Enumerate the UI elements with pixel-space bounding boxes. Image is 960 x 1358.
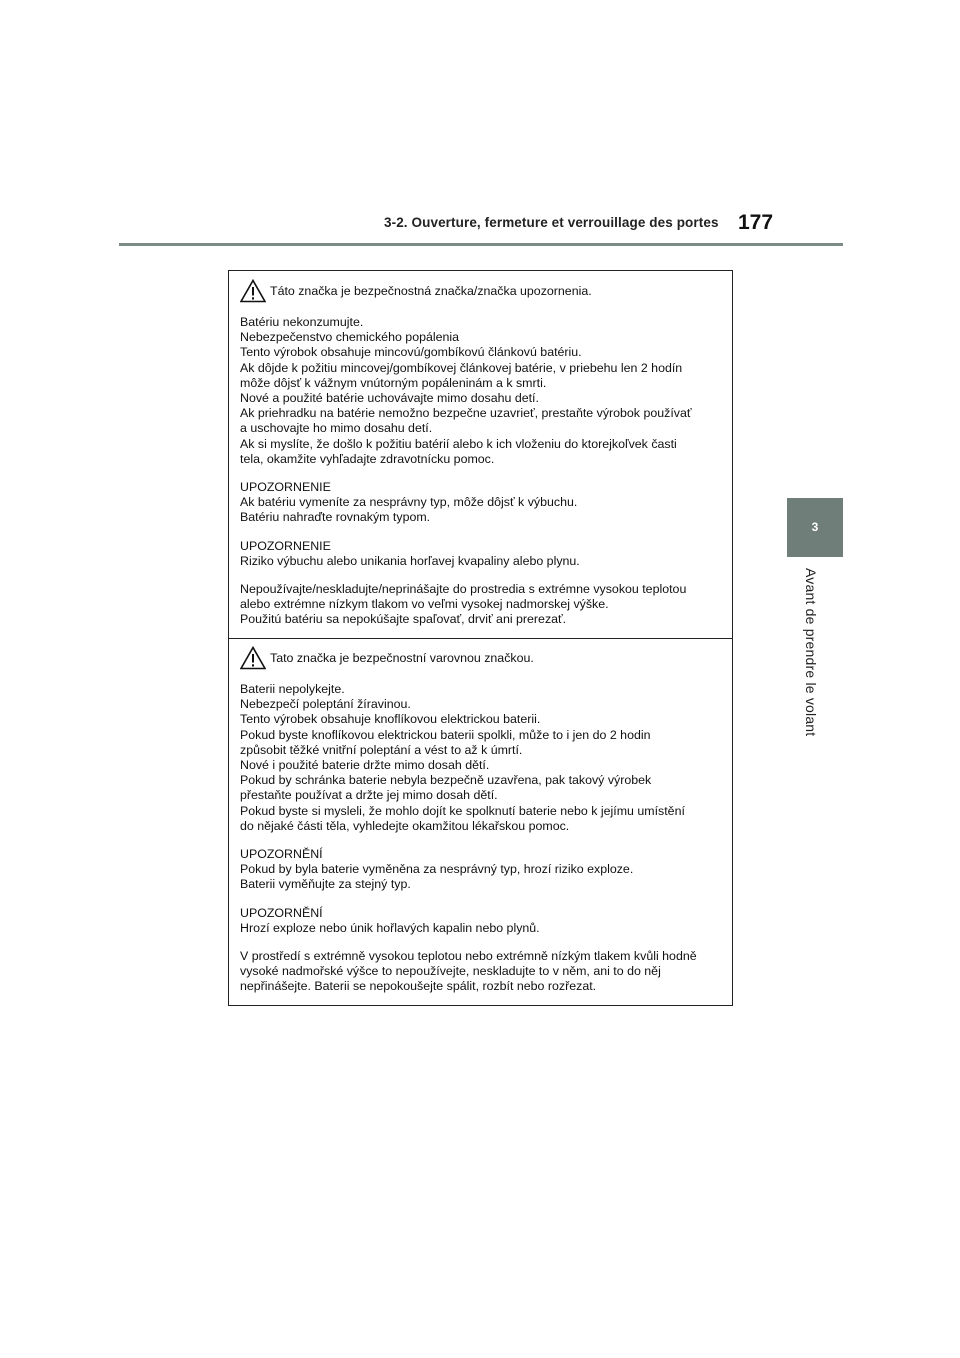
text-line: alebo extrémne nízkym tlakom vo veľmi vysokej nadmorskej výške. <box>240 597 609 612</box>
text-line: Ak priehradku na batérie nemožno bezpečne uzavrieť, prestaňte výrobok používať <box>240 406 692 421</box>
text-line: Baterii vyměňujte za stejný typ. <box>240 877 411 892</box>
text-line: V prostředí s extrémně vysokou teplotou nebo extrémně nízkým tlakem kvůli hodně <box>240 949 697 964</box>
text-line: Pokud byste si mysleli, že mohlo dojít ke spolknutí baterie nebo k jejímu umístění <box>240 803 685 818</box>
warning-triangle-icon <box>240 279 266 303</box>
czech-block-2 <box>240 847 724 893</box>
text-line: Batériu nekonzumujte. <box>240 315 364 329</box>
czech-block-3 <box>240 906 724 936</box>
czech-heading: Tato značka je bezpečnostní varovnou značkou. <box>270 651 534 665</box>
text-line: přestaňte používat a držte jej mimo dosah dětí. <box>240 788 498 803</box>
text-line: Batériu nahraďte rovnakým typom. <box>240 510 431 525</box>
text-line: Nové i použité baterie držte mimo dosah dětí. <box>240 758 490 773</box>
slovak-block-3 <box>240 539 724 569</box>
slovak-block-1 <box>240 315 724 467</box>
czech-block-4 <box>240 949 724 995</box>
slovak-block-4 <box>240 582 724 628</box>
slovak-heading-row <box>240 277 724 305</box>
text-line: Pokud byste knoflíkovou elektrickou baterii spolkli, může to i jen do 2 hodin <box>240 727 651 742</box>
text-line: môže dôjsť k vážnym vnútorným popáleninám a k smrti. <box>240 375 547 390</box>
text-line: nepřinášejte. Baterii se nepokoušejte spálit, rozbít nebo rozřezat. <box>240 979 597 994</box>
text-line: UPOZORNENIE <box>240 538 331 553</box>
text-line: vysoké nadmořské výšce to nepoužívejte, neskladujte to v něm, ani to do něj <box>240 964 661 979</box>
header-rule <box>119 243 843 246</box>
text-line: Tento výrobok obsahuje mincovú/gombíkovú článkovú batériu. <box>240 345 582 360</box>
warning-triangle-icon <box>240 646 266 670</box>
text-line: UPOZORNĚNÍ <box>240 847 323 862</box>
text-line: do nějaké části těla, vyhledejte okamžitou lékařskou pomoc. <box>240 818 570 833</box>
chapter-label: Avant de prendre le volant <box>803 568 819 737</box>
chapter-number: 3 <box>811 520 819 534</box>
text-line: tela, okamžite vyhľadajte zdravotnícku pomoc. <box>240 451 495 466</box>
text-line: UPOZORNĚNÍ <box>240 905 323 920</box>
text-line: Hrozí exploze nebo únik hořlavých kapalin nebo plynů. <box>240 920 540 935</box>
text-line: Ak dôjde k požitiu mincovej/gombíkovej článkovej batérie, v priebehu len 2 hodín <box>240 360 683 375</box>
text-line: Riziko výbuchu alebo unikania horľavej kvapaliny alebo plynu. <box>240 553 580 568</box>
text-line: a uschovajte ho mimo dosahu detí. <box>240 421 433 436</box>
section-title: 3-2. Ouverture, fermeture et verrouillage des portes <box>384 215 719 230</box>
text-line: UPOZORNENIE <box>240 480 331 495</box>
text-line: Použitú batériu sa nepokúšajte spaľovať, drviť ani prerezať. <box>240 612 567 627</box>
text-line: Baterii nepolykejte. <box>240 682 345 696</box>
czech-warning-section <box>229 638 732 1005</box>
text-line: Ak batériu vymeníte za nesprávny typ, môže dôjsť k výbuchu. <box>240 495 578 510</box>
chapter-tab <box>787 498 843 557</box>
slovak-heading: Táto značka je bezpečnostná značka/značka upozornenia. <box>270 284 592 298</box>
text-line: Ak si myslíte, že došlo k požitiu batérií alebo k ich vloženiu do ktorejkoľvek časti <box>240 436 677 451</box>
slovak-warning-section <box>229 271 732 639</box>
text-line: způsobit těžké vnitřní poleptání a vést to až k úmrtí. <box>240 742 523 757</box>
czech-block-1 <box>240 682 724 834</box>
text-line: Nové a použité batérie uchovávajte mimo dosahu detí. <box>240 391 539 406</box>
slovak-block-2 <box>240 480 724 526</box>
text-line: Pokud by byla baterie vyměněna za nesprávný typ, hrozí riziko exploze. <box>240 862 634 877</box>
czech-heading-row <box>240 644 724 672</box>
page-number: 177 <box>738 211 774 234</box>
text-line: Nepoužívajte/neskladujte/neprinášajte do prostredia s extrémne vysokou teplotou <box>240 582 687 597</box>
text-line: Nebezpečí poleptání žíravinou. <box>240 697 411 712</box>
text-line: Tento výrobek obsahuje knoflíkovou elektrickou baterii. <box>240 712 541 727</box>
text-line: Nebezpečenstvo chemického popálenia <box>240 330 460 345</box>
battery-warning-box <box>228 270 733 1006</box>
text-line: Pokud by schránka baterie nebyla bezpečně uzavřena, pak takový výrobek <box>240 773 652 788</box>
